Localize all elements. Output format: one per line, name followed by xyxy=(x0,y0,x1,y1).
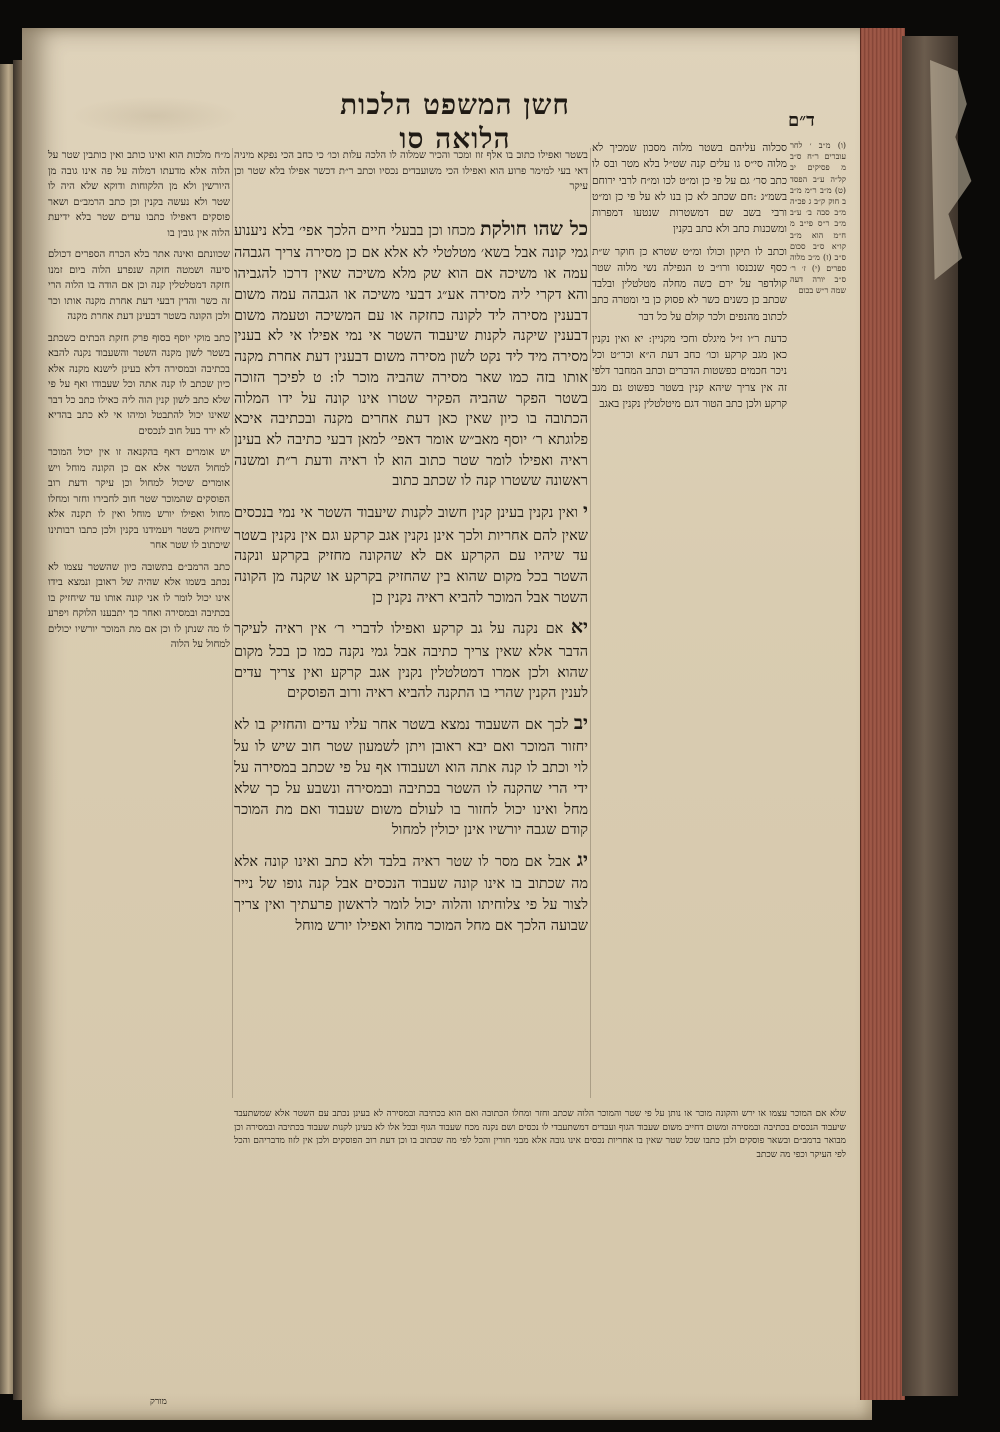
paragraph-body: אם נקנה על גב קרקע ואפילו לדברי ר׳ אין ראיה לעיקר הדבר אלא שאין צריך כתיבה אבל גמי נקנה כמו כן בכל מקום שהוא ולכן אמרו דמטלטלין נקנין אגב קרקע ואין צריך עדים לענין הקנין שהרי בו התקנה להביא ראיה ורוב הפוסקים xyxy=(234,621,588,702)
paragraph-lead: יג xyxy=(576,849,588,872)
column-rule xyxy=(232,148,233,1098)
commentary-paragraph: שכוונתם ואינה אתר בלא הכרח הספרים דכולם סיעה ושמטה חזקה שנפרע הלוה ביום זמנו חזקה דמטלטלין קנה וכן אם הודה בו הלוה הרי זה כשר והדין דבעי דעת אחרת מקנה אותו וכר ולכן הקונה בשטר דבעינן דעת אחרת מקנה xyxy=(48,249,230,322)
main-paragraph xyxy=(234,847,588,937)
left-commentary xyxy=(48,148,230,659)
main-paragraph xyxy=(234,498,588,608)
paragraph-body: מכחו וכן בבעלי חיים הלכך אפי׳ בלא ניענוע גמי קונה אבל בשא׳ מטלטלי לא אלא אם כן מסירה צריך הגבהה עמה או משיכה אם הוא שק מלא משיכה שאין דרכו להגביהו והא דקרי ליה מסירה אע״ג דבעי משיכה או הגבהה עמה משום דבענין מסירה ליד לקונה כחזקה או עם המשיכה וטעמה משום דבענין שיקנה לקנות שיעבוד השטר אי נמי אפילו אי לא בענין מסירה מיד ליד נקט לשון מסירה משום דבענין דעת אחרת מקנה אותו בזה כמו שאר מסירה שהביה מוכר לו: ט לפיכך הזוכה בשטר הפקר שהביה הפקיר שטרו אינו קונה על ידו המלוה הכתובה בו כיון שאין כאן דעת אחרים מקנה ובכתיבה איכא פלוגתא ר׳ יוסף מאב״ש אומר דאפי׳ למאן דבעי כתיבה לא בעינן ראיה ואפילו לומר שטר כתוב הוא לו ראיה ודעת ר״ת ומשנה ראשונה ששטרו קנה לו שכתב כתוב xyxy=(234,223,588,490)
main-text xyxy=(234,216,588,943)
commentary-paragraph: כתב הרמב״ם בתשובה כיון שהשטר עצמו לא נכתב בשמו אלא שהיה של ראובן ונמצא בידו אינו יכול לומר לו אני קונה אותו עד שיחזיק בו בכתיבה ובמסירה ואחר כך יתבענו הלוקח ויפרע לו מה שנתן לו וכן אם מת המוכר יורשיו יכולים למחול על הלוה xyxy=(48,561,230,650)
commentary-paragraph: כתב מוקי יוסף בסוף פרק חזקת הבתים כשכתב בשטר לשון מקנה השטר והשעבוד נקנה להבא בכתיבה ובמסירה דלא בעינן לישנא מקנה אלא כיון שכתב לו קנה אתה וכל שעבודו ואף על פי שלא כתב לשון קנין הוה ליה כאילו כתב כל דבר שאינו יכול להתבטל ומיהו אי לא כתב בהדיא לא ירד בעל חוב לנכסים xyxy=(48,332,230,437)
center-top-commentary: בשטר ואפילו כתוב בו אלף זוז ומכר והכיר שמלוה לו הלכה עלות וכו׳ כי כחב הכי נפקא מיניה דאי בעי למימר פרוע הוא ואפילו הכי משועבדים נכסיו וכתב ר״ת דכשר אפילו בלא שטר וכן עיקר xyxy=(234,150,588,192)
paragraph-lead: כל שהו חולקת xyxy=(480,218,588,240)
main-paragraph xyxy=(234,614,588,704)
commentary-paragraph: וכתב לו תיקון וכולו ומ״ט שטרא כן חוקר ש״ת כסף שנכנסו ורו״ב ט הנפילה נשי מלוה שטר קולדפר על ירם כשה מחלה מטלטלין ובלבד שכתב כן כשנים כשר לא פסוק כן בי ומטרה כתב לכתוב מהנפים ולכר קולם על כל דבר xyxy=(592,245,787,323)
commentary-paragraph: יש אומרים דאף בהקנאה זו אין יכול המוכר למחול השטר אלא אם כן הקונה מוחל ויש אומרים שיכול למחול וכן עיקר ודעת רוב הפוסקים שהמוכר שטר חוב לחבירו וחזר ומחלו מחול ואפילו יורש מוחל ואין לו תקנה אלא שיחזיק בשטר ויעמידנו בקנין ולכן כתבו רבותינו שיכתוב לו שטר אחר xyxy=(48,447,230,551)
column-rule xyxy=(590,148,591,1098)
stain xyxy=(70,96,240,136)
corner-mark: ד״ם xyxy=(788,110,815,131)
bottom-commentary: שלא אם המוכר עצמו או ירש והקונה מוכר או נותן על פי שטר והמוכר הלוה שכתב וחזר ומחלו הכתובה ואם הוא בכתיבה ובמסירה לא בעינן נכתב עם השטר אלא שמשתעבד שיעבוד הנכסים בכתיבה ובמסירה ומשום דחייב משום שעבוד הגוף ועבדים דמשתעבדי לו נכסים ושם נקנה מכח שעבוד הגוף ובכל אלו לא בעינן לקנות שעבוד בכתיבה ובמסירה וכן מבואר ברמב״ם ובשאר פוסקים ולכן כתבו שכל שטר שאין בו אחריות נכסים אינו גובה אלא מבני חורין והכל לפי מה שכתוב בו וכן דעת רוב הפוסקים ולכן אין לזוז מדבריהם והכל לפי העיקר וכפי מה שכתב xyxy=(234,1109,846,1160)
commentary-paragraph: סכלוה עליהם בשטר מלוה מסכון שמכיך לא מלוה סי״ס גו עלים קנה שט״ל בלא מטר ובס לו כתב סר׳ גם על פי כן ומ״ט לכו ומ״ח לרבי ירוחם בשמ״ג :חם שכתב לא כן בנו לא על פי כן ומ״ט ורבי בשב שם דמשטרות שנטעו דמפרות ומשכנות כתב ולא כתב בקנין xyxy=(592,142,787,236)
right-commentary xyxy=(592,140,787,418)
paragraph-body: אבל אם מסר לו שטר ראיה בלבד ולא כתב ואינו קונה אלא מה שכתוב בו אינו קונה שעבוד הנכסים אבל קנה גופו של נייר לצור על פי צלוחיתו והלוה יכול לומר לראשון פרעתיך ואין צריך שבועה הלכך אם מחל המוכר מחול ואפילו יורש מוחל xyxy=(234,854,588,934)
paragraph-lead: י xyxy=(583,500,588,523)
commentary-paragraph: כדעת ר״ו ז״ל מיגלס וחכי מקניין: יא ואין נקנין כאן מגב קרקע וכו׳ כחב דעת ה״א וכר״ט וכל ניכר חכמים כפשטות הדברים וכתב המחבר דלפי זה אין צריך שיהא קנין בשטר כפשוט גם מגב קרקע ולכן כתב הטור דגם מיטלטלין נקנין באגב xyxy=(592,332,787,410)
paragraph-body: לכך אם השעבוד נמצא בשטר אחר עליו עדים והחזיק בו לא יחזור המוכר ואם יבא ראובן ויתן לשמעון שטר חוב שיש לו על לוי וכתב לו קנה אתה הוא ושעבודו אף על פי שכתב במסירה על ידי הרי שהקנה לו השטר בכתיבה ובמסירה ונשבע על כך שלא מחל ואינו יכול לחזור בו לעולם משום שעבוד ואם מת המוכר קודם שגבה יורשיו אינן יכולין למחול xyxy=(234,717,588,839)
side-notes: (ו) מ״ב ׳ לחר עוברים ר״ח ס״ב מ פסיקים יב קל״ה ע״ב הפסד (ט) מ״ב ר״מ מ״ב ב חוק ק״ב ג פכ״ה מ״ב סבה ב׳ ע״ב מ״ב ר״ס פי״ב מ ח״מ הוא מ״ב קו״א ס״ב סכום ס״ב (ז) מ״ב מלוה ספרים (י) ז׳ ר׳ ס״ב יורה דעה שמה ר״ש בכום xyxy=(790,141,846,296)
running-head: חשן המשפט הלכות הלואה סו xyxy=(340,88,570,155)
main-paragraph xyxy=(234,710,588,841)
paragraph-lead: יב xyxy=(573,712,588,735)
catchword: מורק xyxy=(150,1397,167,1407)
main-paragraph xyxy=(234,216,588,492)
commentary-paragraph: מ״ח מלכות הוא ואינו כותב ואין כותבין שטר על הלוה אלא מדעתו דמלוה על פה אינו גובה מן היורשין ולא מן הלקוחות ודוקא שלא היה לו שטר ולא נעשה בקנין וכן כתב הרמב״ם ושאר פוסקים דאפילו כתבו עדים שטר בלא ידיעת הלוה אין גובין בו xyxy=(48,150,230,239)
paragraph-body: ואין נקנין בעינן קנין חשוב לקנות שיעבוד השטר אי נמי בנכסים שאין להם אחריות ולכך אינן נקנין אגב קרקע וגם אין נקנין בשטר עד שיהיו עם הקרקע אם לא שהקונה מחזיק בקרקע ונקנה השטר בכל מקום שהוא בין שהחזיק בקרקע או שקנה מן הקונה השטר אבל המוכר להביא ראיה נקנין כן xyxy=(234,505,588,606)
paragraph-lead: יא xyxy=(570,616,588,639)
